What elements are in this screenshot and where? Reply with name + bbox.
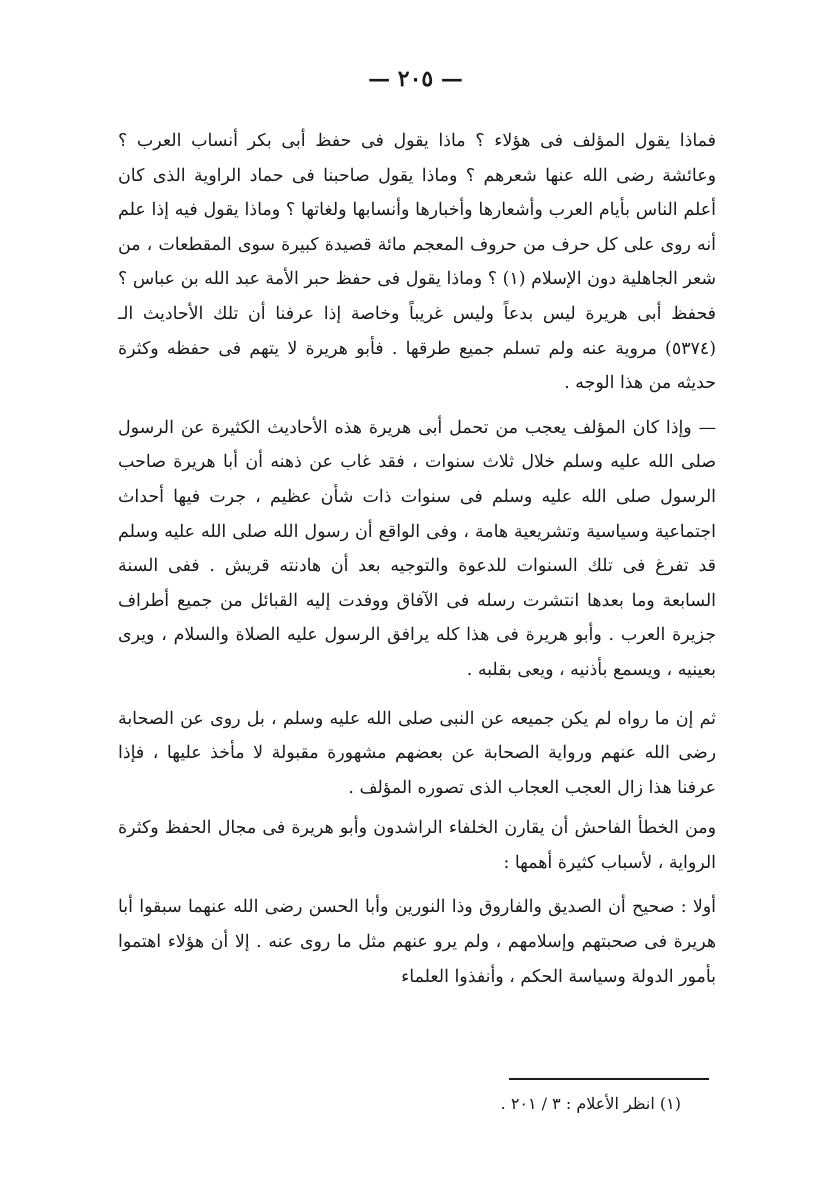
paragraph: ومن الخطأ الفاحش أن يقارن الخلفاء الراشدون وأبو هريرة فى مجال الحفظ وكثرة الرواية ، لأسباب كثيرة أهمها :	[118, 818, 716, 873]
paragraph: — وإذا كان المؤلف يعجب من تحمل أبى هريرة هذه الأحاديث الكثيرة عن الرسول صلى الله عليه وسلم خلال ثلاث سنوات ، فقد غاب عن ذهنه أن أبا هريرة صاحب الرسول صلى الله عليه وسلم فى سنوات ذات شأن عظيم ، جرت فيها أحداث اجتماعية وسياسية وتشريعية هامة ، وفى الواقع أن رسول الله صلى الله عليه وسلم قد تفرغ فى تلك السنوات للدعوة والتوجيه بعد أن هادنته قريش . ففى السنة السابعة وما بعدها انتشرت رسله فى الآفاق ووفدت إليه القبائل من جميع أطراف جزيرة العرب . وأبو هريرة فى هذا كله يرافق الرسول عليه الصلاة والسلام ، ويرى بعينيه ، ويسمع بأذنيه ، ويعى بقلبه .	[118, 417, 716, 680]
paragraph: ثم إن ما رواه لم يكن جميعه عن النبى صلى الله عليه وسلم ، بل روى عن الصحابة رضى الله عنهم ورواية الصحابة عن بعضهم مشهورة مقبولة لا مأخذ عليها ، فإذا عرفنا هذا زال العجب العجاب الذى تصوره المؤلف .	[118, 708, 716, 798]
footnote: (١) انظر الأعلام : ٣ / ٢٠١ .	[500, 1094, 681, 1113]
main-text	[118, 124, 716, 994]
page-number: — ٢٠٥ —	[368, 66, 463, 92]
footnote-divider	[509, 1078, 709, 1080]
paragraph: فماذا يقول المؤلف فى هؤلاء ؟ ماذا يقول فى حفظ أبى بكر أنساب العرب ؟ وعائشة رضى الله عنها شعرهم ؟ وماذا يقول صاحبنا فى حماد الراوية الذى كان أعلم الناس بأيام العرب وأشعارها وأخبارها وأنسابها ولغاتها ؟ وماذا يقول فيه إذا علم أنه روى على كل حرف من حروف المعجم مائة قصيدة كبيرة سوى المقطعات ، من شعر الجاهلية دون الإسلام (١) ؟ وماذا يقول فى حفظ حبر الأمة عبد الله بن عباس ؟ فحفظ أبى هريرة ليس بدعاً وليس غريباً وخاصة إذا عرفنا أن تلك الأحاديث الـ (٥٣٧٤) مروية عنه ولم تسلم جميع طرقها . فأبو هريرة لا يتهم فى حفظه وكثرة حديثه من هذا الوجه .	[118, 131, 716, 394]
paragraph: أولا : صحيح أن الصديق والفاروق وذا النورين وأبا الحسن رضى الله عنهما سبقوا أبا هريرة فى صحبتهم وإسلامهم ، ولم يرو عنهم مثل ما روى عنه . إلا أن هؤلاء اهتموا بأمور الدولة وسياسة الحكم ، وأنفذوا العلماء	[118, 897, 716, 987]
